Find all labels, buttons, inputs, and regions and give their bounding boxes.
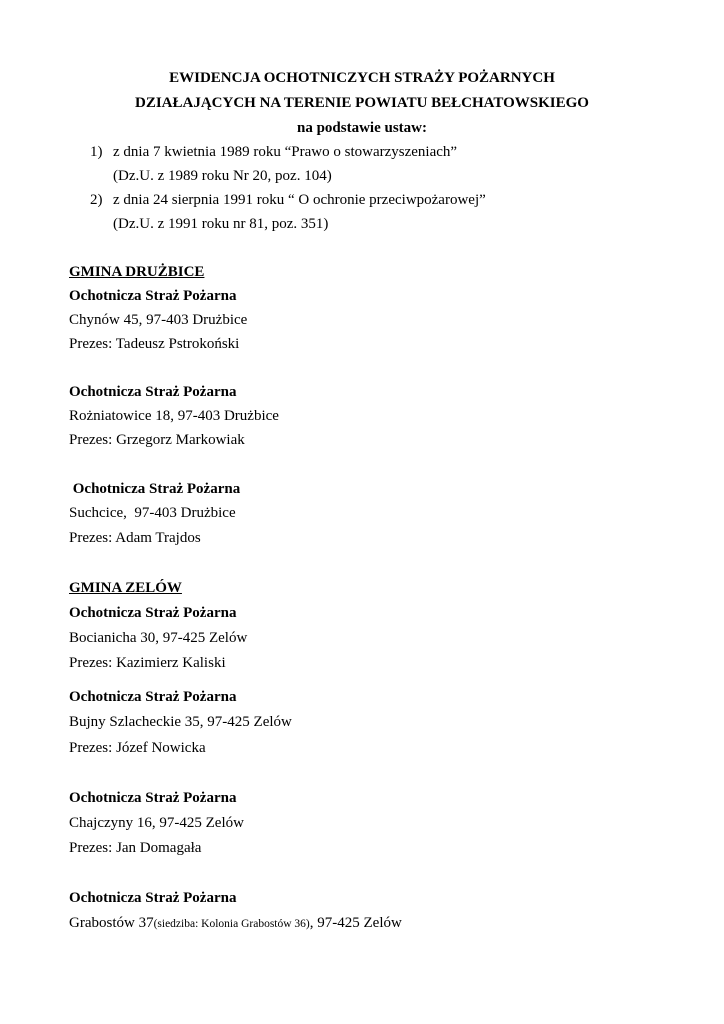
unit-address-main: Grabostów 37 [69, 915, 154, 931]
unit-name: Ochotnicza Straż Pożarna [69, 481, 241, 497]
unit-president: Prezes: Józef Nowicka [69, 740, 206, 756]
unit-name: Ochotnicza Straż Pożarna [69, 890, 237, 906]
document-title-line-2: DZIAŁAJĄCYCH NA TERENIE POWIATU BEŁCHATOWSKIEGO [135, 95, 589, 111]
unit-name: Ochotnicza Straż Pożarna [69, 689, 237, 705]
unit-address: Bocianicha 30, 97-425 Zelów [69, 630, 248, 646]
unit-address-note: (siedziba: Kolonia Grabostów 36) [153, 918, 310, 930]
law-number: 1) [90, 144, 103, 160]
unit-address: Suchcice, 97-403 Drużbice [69, 505, 236, 521]
gmina-heading: GMINA DRUŻBICE [69, 264, 205, 280]
unit-president: Prezes: Grzegorz Markowiak [69, 432, 245, 448]
law-reference: (Dz.U. z 1989 roku Nr 20, poz. 104) [113, 168, 332, 184]
document-title-line-1: EWIDENCJA OCHOTNICZYCH STRAŻY POŻARNYCH [169, 70, 555, 86]
law-text: z dnia 24 sierpnia 1991 roku “ O ochronie przeciwpożarowej” [113, 192, 486, 208]
unit-president: Prezes: Kazimierz Kaliski [69, 655, 226, 671]
gmina-heading: GMINA ZELÓW [69, 580, 182, 596]
unit-name: Ochotnicza Straż Pożarna [69, 384, 237, 400]
document-title-line-3: na podstawie ustaw: [296, 120, 428, 136]
unit-address: Chajczyny 16, 97-425 Zelów [69, 815, 244, 831]
unit-president: Prezes: Jan Domagała [69, 840, 202, 856]
unit-address: Chynów 45, 97-403 Drużbice [69, 312, 248, 328]
unit-president: Prezes: Adam Trajdos [69, 530, 201, 546]
law-reference: (Dz.U. z 1991 roku nr 81, poz. 351) [113, 216, 329, 232]
law-number: 2) [90, 192, 103, 208]
unit-address-tail: , 97-425 Zelów [309, 915, 402, 931]
unit-name: Ochotnicza Straż Pożarna [69, 288, 237, 304]
unit-name: Ochotnicza Straż Pożarna [69, 790, 237, 806]
unit-name: Ochotnicza Straż Pożarna [69, 605, 237, 621]
unit-address: Bujny Szlacheckie 35, 97-425 Zelów [69, 714, 292, 730]
law-text: z dnia 7 kwietnia 1989 roku “Prawo o stowarzyszeniach” [113, 144, 458, 160]
unit-address [69, 913, 402, 934]
unit-president: Prezes: Tadeusz Pstrokoński [69, 336, 240, 352]
unit-address: Rożniatowice 18, 97-403 Drużbice [69, 408, 279, 424]
